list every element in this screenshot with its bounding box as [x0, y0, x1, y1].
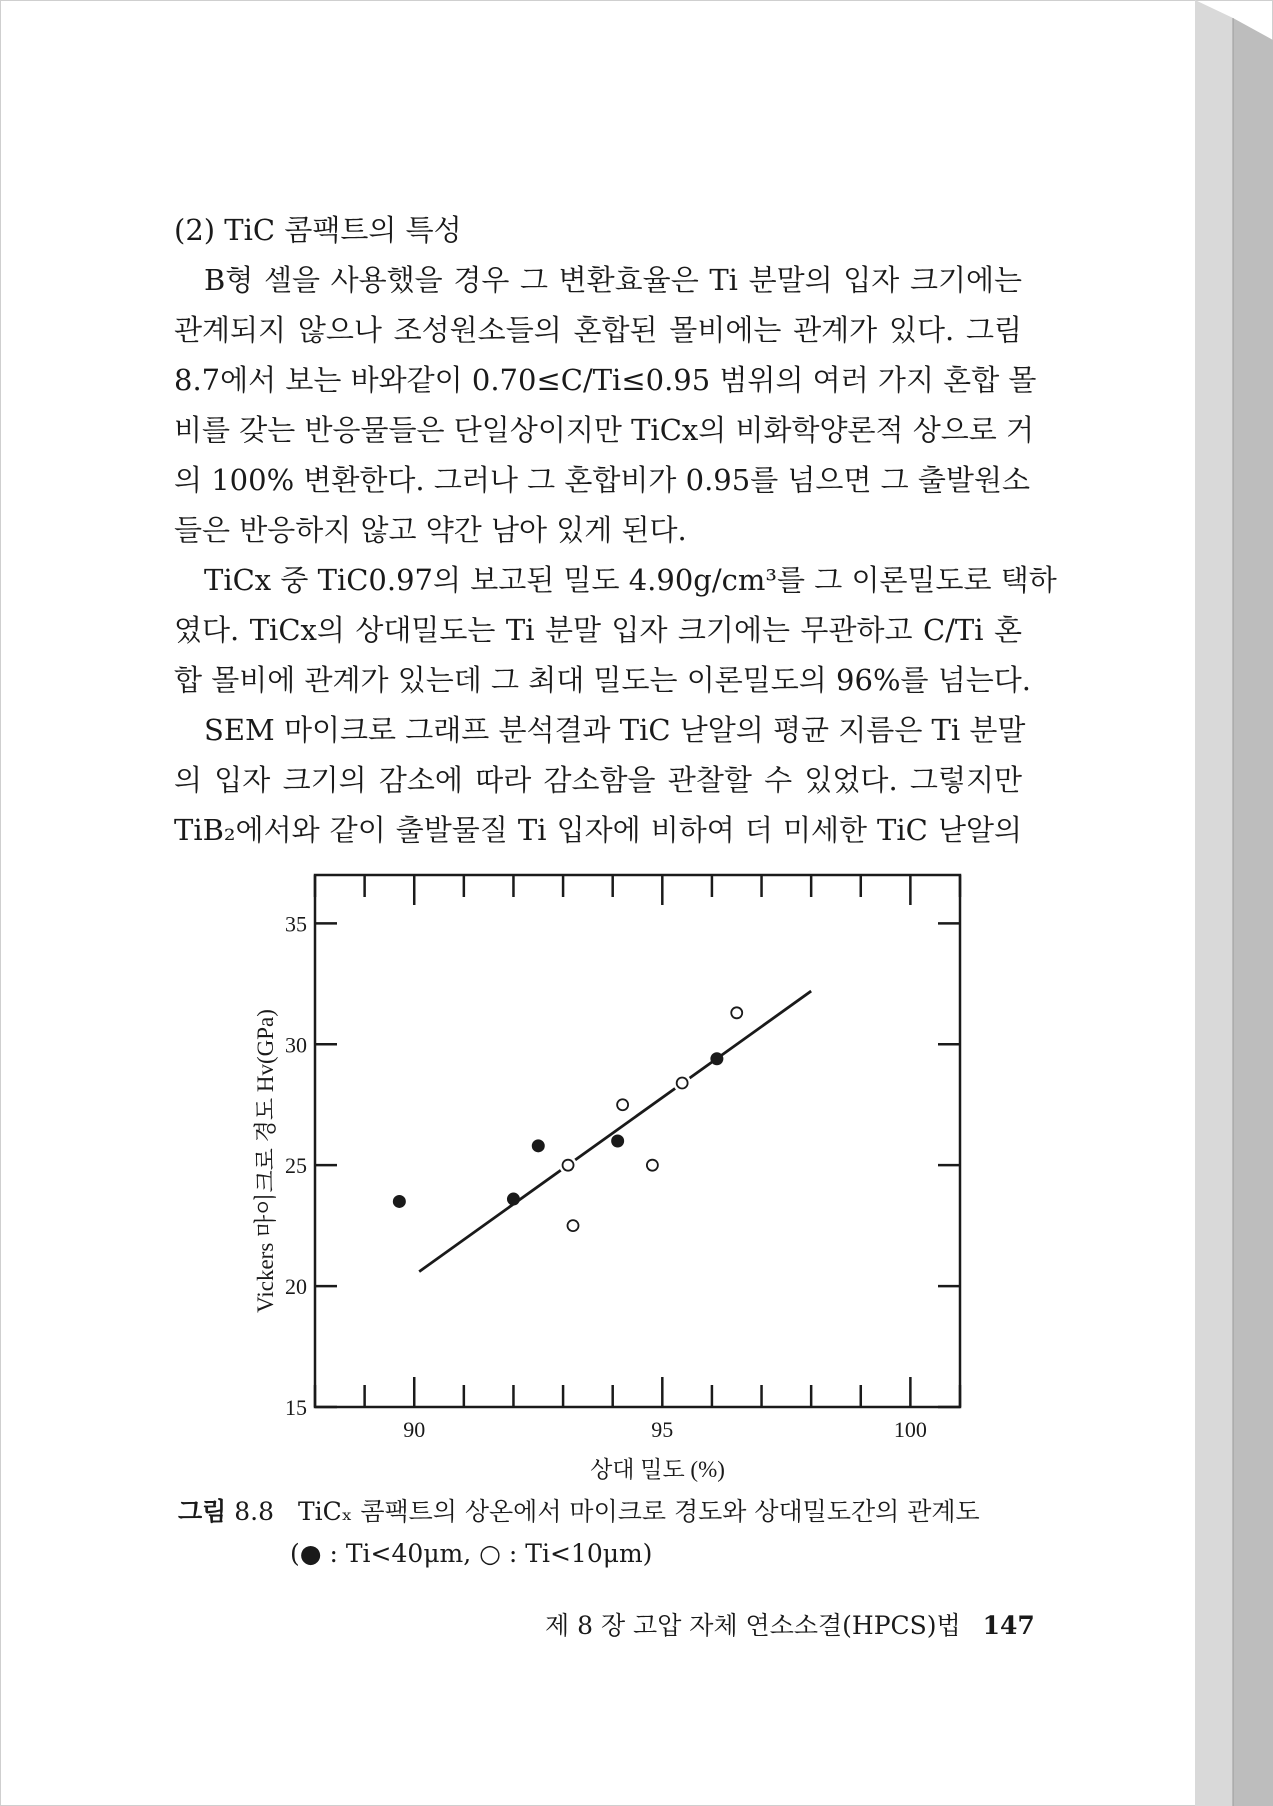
- paragraph-3-line-1: SEM 마이크로 그래프 분석결과 TiC 낟알의 평균 지름은 Ti 분말: [204, 713, 1026, 747]
- data-point-filled: [393, 1195, 405, 1207]
- chart-svg: [253, 860, 980, 1482]
- y-tick-label: 30: [285, 1032, 307, 1058]
- page-number: 147: [982, 1611, 1035, 1640]
- data-point-filled: [711, 1053, 723, 1065]
- data-point-open: [677, 1077, 688, 1088]
- paragraph-1-line-2: 관계되지 않으나 조성원소들의 혼합된 몰비에는 관계가 있다. 그림: [174, 313, 1022, 347]
- paragraph-1-line-6: 들은 반응하지 않고 약간 남아 있게 된다.: [174, 513, 687, 547]
- x-axis-label: 상대 밀도 (%): [590, 1457, 725, 1482]
- chapter-title: 제 8 장 고압 자체 연소소결(HPCS)법: [545, 1611, 961, 1640]
- trend-line: [419, 991, 811, 1272]
- body-text: [174, 205, 1057, 855]
- paragraph-3-line-2: 의 입자 크기의 감소에 따라 감소함을 관찰할 수 있었다. 그렇지만: [174, 763, 1022, 797]
- data-point-filled: [532, 1140, 544, 1152]
- figure-caption: [178, 1492, 1038, 1532]
- paragraph-2-line-3: 합 몰비에 관계가 있는데 그 최대 밀도는 이론밀도의 96%를 넘는다.: [174, 663, 1031, 697]
- paragraph-1-line-5: 의 100% 변환한다. 그러나 그 혼합비가 0.95를 넘으면 그 출발원소: [174, 463, 1030, 497]
- data-point-open: [647, 1160, 658, 1171]
- x-tick-label: 90: [403, 1417, 426, 1442]
- figure-caption-legend: [290, 1534, 1150, 1574]
- y-tick-label: 35: [285, 911, 307, 937]
- data-point-filled: [612, 1135, 624, 1147]
- caption-label: 그림: [178, 1497, 227, 1526]
- y-tick-label: 25: [285, 1153, 307, 1179]
- section-heading: (2) TiC 콤팩트의 특성: [174, 213, 462, 247]
- data-point-open: [568, 1220, 579, 1231]
- data-point-open: [617, 1099, 628, 1110]
- x-tick-label: 100: [893, 1417, 927, 1442]
- caption-legend: (● : Ti<40μm, ○ : Ti<10μm): [290, 1539, 653, 1568]
- y-tick-label: 15: [285, 1395, 307, 1420]
- data-point-filled: [507, 1193, 519, 1205]
- paragraph-3-line-3: TiB₂에서와 같이 출발물질 Ti 입자에 비하여 더 미세한 TiC 낟알의: [174, 813, 1022, 847]
- paragraph-1-line-3: 8.7에서 보는 바와같이 0.70≤C/Ti≤0.95 범위의 여러 가지 혼합 몰: [174, 363, 1037, 397]
- paragraph-1-line-4: 비를 갖는 반응물들은 단일상이지만 TiCx의 비화학양론적 상으로 거: [174, 413, 1035, 447]
- data-point-open: [563, 1160, 574, 1171]
- book-edge: [1195, 0, 1273, 1806]
- hardness-density-chart: [253, 860, 980, 1482]
- y-tick-label: 20: [285, 1274, 307, 1300]
- paragraph-1-line-1: B형 셀을 사용했을 경우 그 변환효율은 Ti 분말의 입자 크기에는: [204, 263, 1022, 297]
- x-tick-label: 95: [651, 1417, 674, 1442]
- caption-number: 8.8: [234, 1497, 275, 1526]
- caption-text: TiCₓ 콤팩트의 상온에서 마이크로 경도와 상대밀도간의 관계도: [297, 1497, 980, 1526]
- y-axis-label: Vickers 마이크로 경도 Hv(GPa): [253, 1009, 278, 1313]
- paragraph-2-line-2: 였다. TiCx의 상대밀도는 Ti 분말 입자 크기에는 무관하고 C/Ti 혼: [174, 613, 1022, 647]
- page-footer: [545, 1606, 1035, 1642]
- data-point-open: [731, 1007, 742, 1018]
- plot-frame: [315, 875, 960, 1407]
- paragraph-2-line-1: TiCx 중 TiC0.97의 보고된 밀도 4.90g/cm³를 그 이론밀도로 택하: [204, 563, 1057, 597]
